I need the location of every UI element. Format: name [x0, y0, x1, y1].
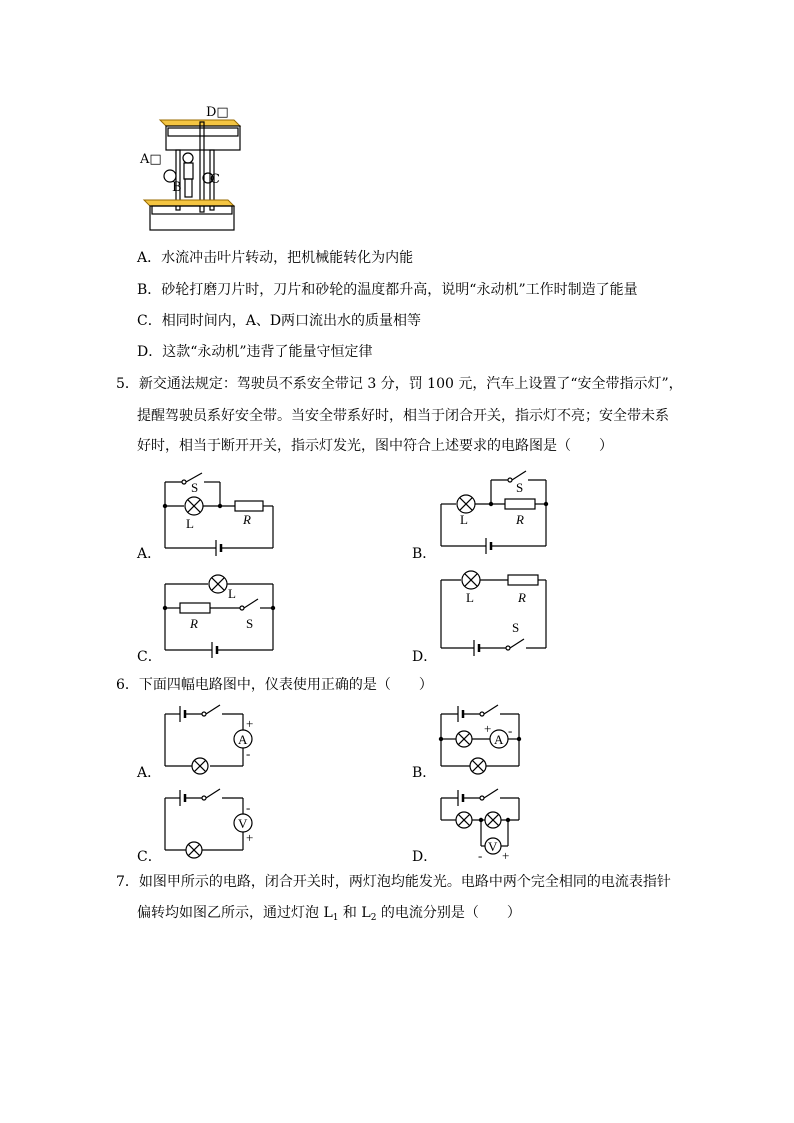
- label-d: D□: [206, 105, 229, 120]
- q5-circuit-b: [436, 468, 556, 554]
- q6b-plus: +: [484, 721, 492, 736]
- q4-option-a: A．水流冲击叶片转动，把机械能转化为内能: [137, 250, 414, 266]
- q5-circuit-c: [160, 568, 280, 664]
- q7-line-2-b: 和 L: [338, 905, 371, 921]
- q4-option-c: C．相同时间内，A、D两口流出水的质量相等: [137, 313, 422, 329]
- q6-line: 6．下面四幅电路图中，仪表使用正确的是（ ）: [116, 677, 433, 693]
- q5d-s-label: S: [512, 620, 520, 635]
- q7-sub-1: 1: [332, 913, 339, 923]
- q6a-meter-label: A: [238, 732, 248, 747]
- q7-line-1: 7．如图甲所示的电路，闭合开关时，两灯泡均能发光。电路中两个完全相同的电流表指针: [116, 874, 671, 890]
- q5b-l-label: L: [460, 512, 468, 527]
- q6d-minus: -: [478, 848, 483, 863]
- q5d-l-label: L: [466, 590, 474, 605]
- q5b-s-label: S: [516, 480, 524, 495]
- q6a-plus: +: [246, 716, 254, 731]
- q6-option-b-label: B．: [412, 765, 437, 781]
- q6-option-a-label: A．: [137, 765, 162, 781]
- q5c-l-label: L: [228, 586, 236, 601]
- q6-circuit-a: [160, 700, 270, 770]
- q5-circuit-a: [160, 468, 280, 554]
- q4-option-d: D．这款“永动机”违背了能量守恒定律: [137, 344, 373, 360]
- q6b-meter-label: A: [494, 732, 504, 747]
- q5-line-1: 5．新交通法规定：驾驶员不系安全带记 3 分，罚 100 元，汽车上设置了“安全带指示灯”，: [116, 376, 683, 392]
- q5d-r-label: R: [518, 590, 526, 605]
- q5c-s-label: S: [246, 616, 254, 631]
- label-b: B: [172, 180, 182, 195]
- q6-circuit-c: [160, 784, 270, 860]
- q6b-minus: -: [508, 723, 513, 738]
- label-a: A□: [140, 152, 162, 167]
- q7-line-2-c: 的电流分别是（ ）: [376, 905, 521, 921]
- q6c-meter-label: V: [238, 816, 248, 831]
- q6d-plus: +: [502, 848, 510, 863]
- q4-option-b: B．砂轮打磨刀片时，刀片和砂轮的温度都升高，说明“永动机”工作时制造了能量: [137, 282, 638, 298]
- q5c-r-label: R: [190, 616, 198, 631]
- q7-line-2-a: 偏转均如图乙所示，通过灯泡 L: [137, 905, 333, 921]
- q5b-r-label: R: [516, 512, 524, 527]
- q6a-minus: -: [246, 746, 251, 761]
- q6c-plus: +: [246, 830, 254, 845]
- q5a-r-label: R: [243, 512, 251, 527]
- q6-option-c-label: C．: [137, 849, 162, 865]
- q5-line-2: 提醒驾驶员系好安全带。当安全带系好时，相当于闭合开关，指示灯不亮；安全带未系: [137, 408, 669, 424]
- q7-sub-2: 2: [370, 913, 377, 923]
- q6-circuit-d: [436, 784, 546, 864]
- q5-option-d-label: D．: [412, 649, 438, 665]
- q7-line-2: [137, 903, 521, 928]
- label-c: C: [210, 172, 220, 187]
- q6d-meter-label: V: [488, 839, 498, 854]
- q5-circuit-d: [436, 566, 556, 662]
- q5-option-c-label: C．: [137, 649, 162, 665]
- q6-option-d-label: D．: [412, 849, 438, 865]
- q5-option-a-label: A．: [137, 546, 162, 562]
- q5a-l-label: L: [186, 516, 194, 531]
- q5-option-b-label: B．: [412, 546, 437, 562]
- q5a-s-label: S: [191, 480, 199, 495]
- q5-line-3: 好时，相当于断开开关，指示灯发光，图中符合上述要求的电路图是（ ）: [137, 438, 613, 454]
- q6c-minus: -: [246, 800, 251, 815]
- q6-circuit-b: [436, 700, 546, 780]
